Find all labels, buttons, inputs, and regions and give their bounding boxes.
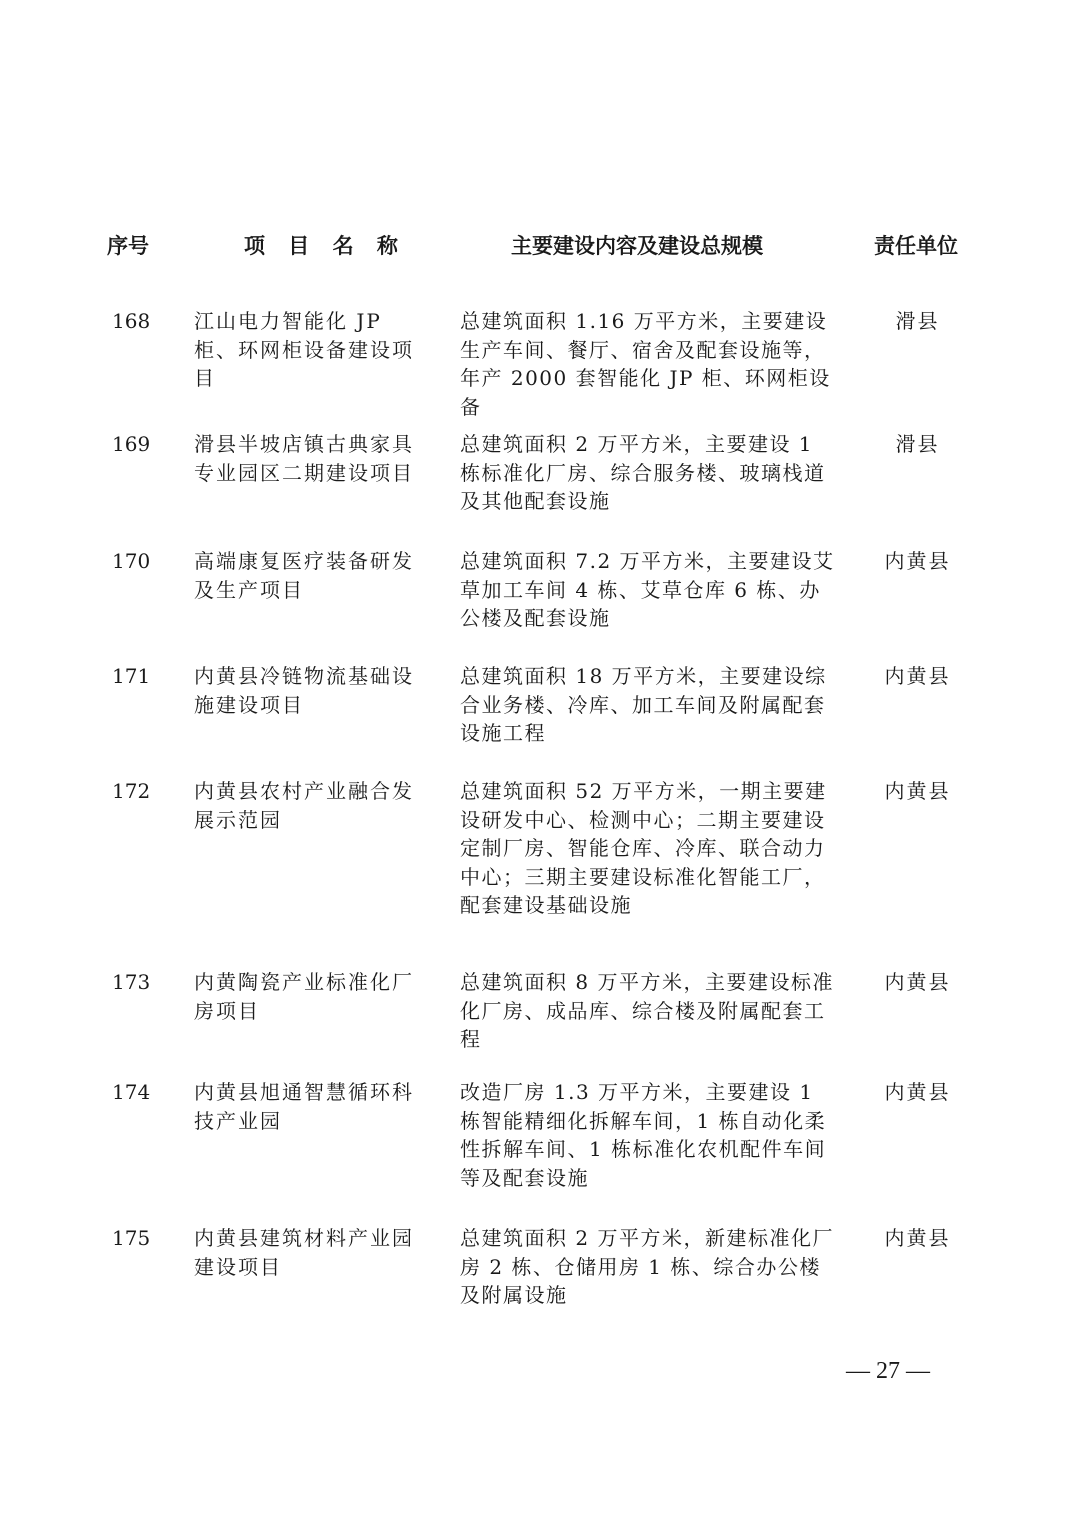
row-content: 总建筑面积 1.16 万平方米，主要建设生产车间、餐厅、宿舍及配套设施等，年产 2000 套智能化 JP 柜、环网柜设备 — [460, 309, 831, 419]
row-unit: 内黄县 — [884, 1226, 951, 1250]
row-content: 总建筑面积 7.2 万平方米，主要建设艾草加工车间 4 栋、艾草仓库 6 栋、办公楼及配套设施 — [460, 549, 835, 630]
row-content: 总建筑面积 2 万平方米，主要建设 1 栋标准化厂房、综合服务楼、玻璃栈道及其他配套设施 — [460, 432, 826, 513]
row-unit: 内黄县 — [884, 664, 951, 688]
header-name: 项 目 名 称 — [244, 234, 406, 258]
row-name: 内黄县冷链物流基础设施建设项目 — [194, 664, 414, 717]
row-content: 总建筑面积 8 万平方米，主要建设标准化厂房、成品库、综合楼及附属配套工程 — [460, 970, 834, 1051]
table-header — [0, 226, 1080, 262]
row-unit: 内黄县 — [884, 549, 951, 573]
page-number: — 27 — — [846, 1358, 930, 1384]
row-unit: 内黄县 — [884, 1080, 951, 1104]
row-name: 内黄县建筑材料产业园建设项目 — [194, 1226, 414, 1279]
row-seq: 168 — [112, 309, 151, 333]
row-seq: 175 — [112, 1226, 151, 1250]
row-content: 总建筑面积 52 万平方米，一期主要建设研发中心、检测中心；二期主要建设定制厂房、智能仓库、冷库、联合动力中心；三期主要建设标准化智能工厂，配套建设基础设施 — [460, 779, 827, 917]
row-seq: 171 — [112, 664, 151, 688]
row-seq: 174 — [112, 1080, 151, 1104]
row-seq: 173 — [112, 970, 151, 994]
row-content: 总建筑面积 2 万平方米，新建标准化厂房 2 栋、仓储用房 1 栋、综合办公楼及附属设施 — [460, 1226, 834, 1307]
row-name: 江山电力智能化 JP 柜、环网柜设备建设项目 — [194, 309, 414, 390]
row-name: 内黄县旭通智慧循环科技产业园 — [194, 1080, 414, 1133]
header-content: 主要建设内容及建设总规模 — [511, 234, 763, 258]
row-seq: 172 — [112, 779, 151, 803]
row-unit: 内黄县 — [884, 970, 951, 994]
row-unit: 滑县 — [895, 432, 940, 456]
row-name: 内黄县农村产业融合发展示范园 — [194, 779, 414, 832]
row-seq: 169 — [112, 432, 151, 456]
row-content: 总建筑面积 18 万平方米，主要建设综合业务楼、冷库、加工车间及附属配套设施工程 — [460, 664, 827, 745]
header-seq: 序号 — [107, 234, 149, 258]
row-seq: 170 — [112, 549, 151, 573]
row-name: 滑县半坡店镇古典家具专业园区二期建设项目 — [194, 432, 414, 485]
row-unit: 内黄县 — [884, 779, 951, 803]
row-name: 内黄陶瓷产业标准化厂房项目 — [194, 970, 414, 1023]
row-unit: 滑县 — [895, 309, 940, 333]
row-name: 高端康复医疗装备研发及生产项目 — [194, 549, 414, 602]
header-unit: 责任单位 — [874, 234, 958, 258]
row-content: 改造厂房 1.3 万平方米，主要建设 1 栋智能精细化拆解车间，1 栋自动化柔性拆解车间、1 栋标准化农机配件车间等及配套设施 — [460, 1080, 827, 1190]
